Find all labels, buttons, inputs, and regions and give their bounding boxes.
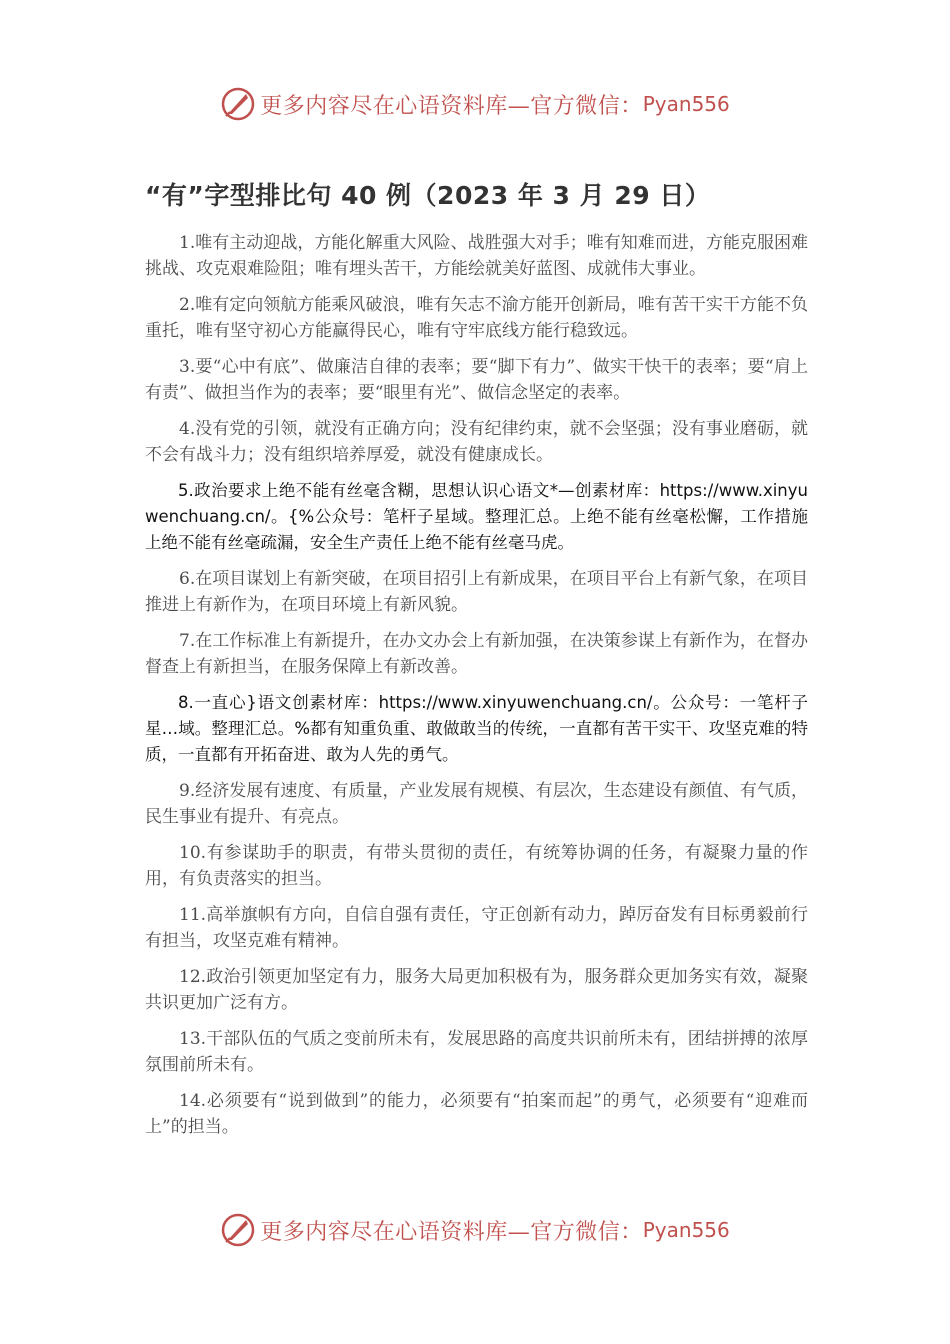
quill-logo-icon [220, 1212, 256, 1248]
paragraph-6: 6.在项目谋划上有新突破，在项目招引上有新成果，在项目平台上有新气象，在项目推进上有新作为，在项目环境上有新风貌。 [145, 569, 808, 615]
banner-text: 更多内容尽在心语资料库—官方微信： [260, 93, 643, 119]
paragraph-10: 10.有参谋助手的职责，有带头贯彻的责任，有统筹协调的任务，有凝聚力量的作用，有负责落实的担当。 [145, 843, 808, 889]
paragraph-1: 1.唯有主动迎战，方能化解重大风险、战胜强大对手；唯有知难而进，方能克服困难挑战、攻克艰难险阻；唯有埋头苦干，方能绘就美好蓝图、成就伟大事业。 [145, 233, 808, 279]
quill-logo-icon [220, 86, 256, 122]
paragraph-13: 13.干部队伍的气质之变前所未有，发展思路的高度共识前所未有，团结拼搏的浓厚氛围前所未有。 [145, 1029, 808, 1075]
banner-wechat-id: Pyan556 [642, 92, 730, 116]
paragraph-3: 3.要“心中有底”、做廉洁自律的表率；要“脚下有力”、做实干快干的表率；要“肩上有责”、做担当作为的表率；要“眼里有光”、做信念坚定的表率。 [145, 357, 808, 403]
header-banner [0, 84, 950, 124]
paragraph-4: 4.没有党的引领，就没有正确方向；没有纪律约束，就不会坚强；没有事业磨砺，就不会有战斗力；没有组织培养厚爱，就没有健康成长。 [145, 419, 808, 465]
document-body [145, 230, 808, 1150]
paragraph-11: 11.高举旗帜有方向，自信自强有责任，守正创新有动力，踔厉奋发有目标勇毅前行有担当，攻坚克难有精神。 [145, 905, 808, 951]
banner-wechat-id: Pyan556 [642, 1218, 730, 1242]
footer-banner [0, 1210, 950, 1250]
paragraph-7: 7.在工作标准上有新提升，在办文办会上有新加强，在决策参谋上有新作为，在督办督查上有新担当，在服务保障上有新改善。 [145, 631, 808, 677]
paragraph-8: 8.一直心}语文创素材库：https://www.xinyuwenchuang.cn/。公众号：一笔杆子星…域。整理汇总。%都有知重负重、敢做敢当的传统，一直都有苦干实干、攻坚克难的特质，一直都有开拓奋进、敢为人先的勇气。 [145, 693, 808, 764]
page-title: “有”字型排比句 40 例（2023 年 3 月 29 日） [145, 181, 711, 210]
banner-text: 更多内容尽在心语资料库—官方微信： [260, 1219, 643, 1245]
paragraph-14: 14.必须要有“说到做到”的能力，必须要有“拍案而起”的勇气，必须要有“迎难而上”的担当。 [145, 1091, 808, 1137]
paragraph-2: 2.唯有定向领航方能乘风破浪，唯有矢志不渝方能开创新局，唯有苦干实干方能不负重托，唯有坚守初心方能赢得民心，唯有守牢底线方能行稳致远。 [145, 295, 808, 341]
paragraph-9: 9.经济发展有速度、有质量，产业发展有规模、有层次，生态建设有颜值、有气质，民生事业有提升、有亮点。 [145, 781, 808, 827]
paragraph-12: 12.政治引领更加坚定有力，服务大局更加积极有为，服务群众更加务实有效，凝聚共识更加广泛有方。 [145, 967, 808, 1013]
paragraph-5: 5.政治要求上绝不能有丝毫含糊，思想认识心语文*—创素材库：https://www.xinyuwenchuang.cn/。{%公众号：笔杆子星域。整理汇总。上绝不能有丝毫松懈，工作措施上绝不能有丝毫疏漏，安全生产责任上绝不能有丝毫马虎。 [145, 481, 808, 552]
